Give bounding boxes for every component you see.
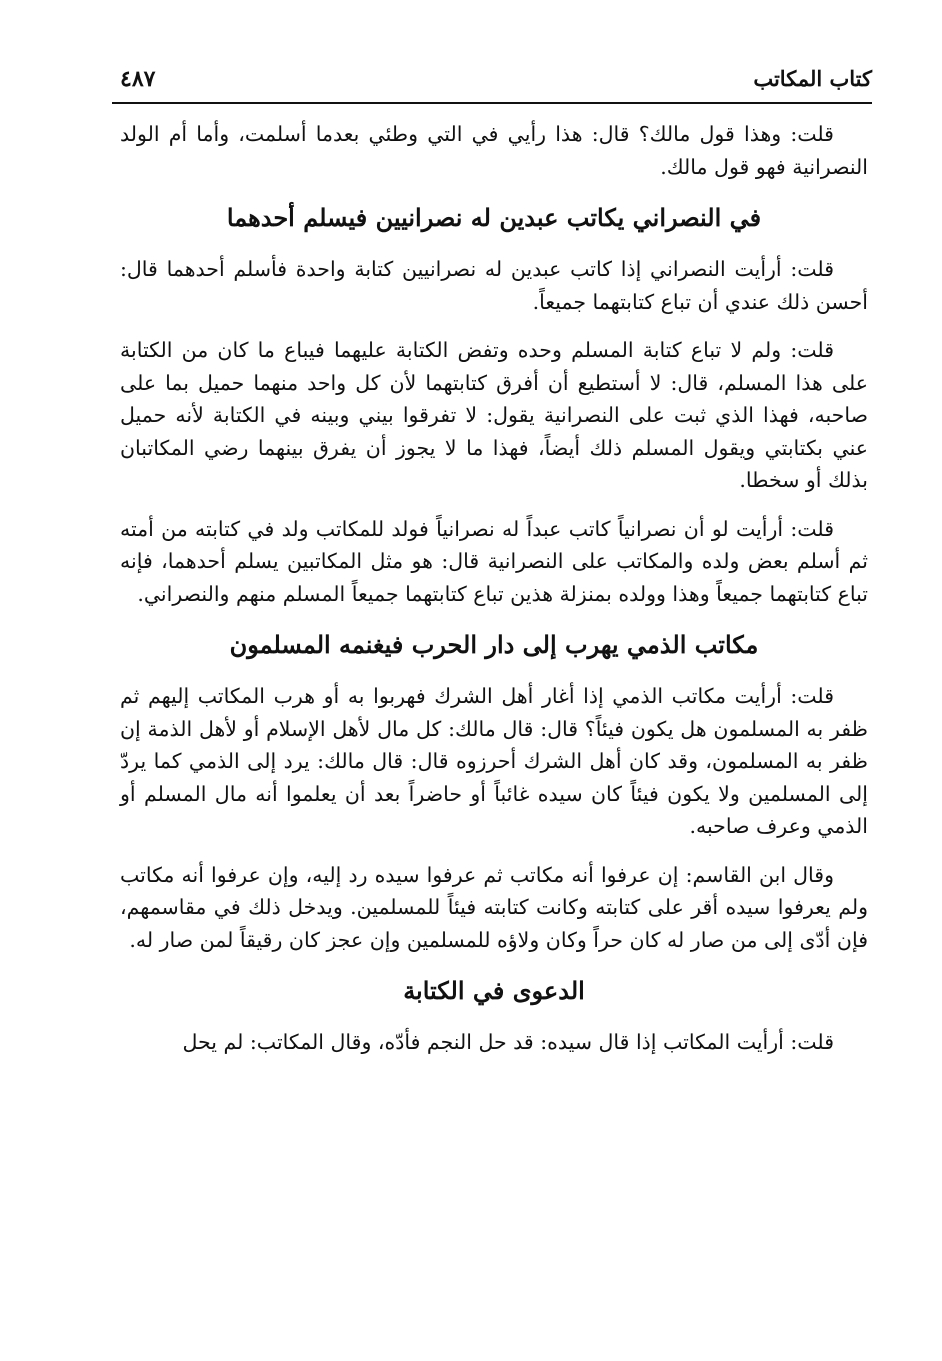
section-heading-2: مكاتب الذمي يهرب إلى دار الحرب فيغنمه المسلمون — [229, 630, 759, 659]
paragraph-5: قلت: أرأيت مكاتب الذمي إذا أغار أهل الشرك فهربوا به أو هرب المكاتب إليهم ثم ظفر به المسلمون هل يكون فيئاً؟ قال: قال مالك: كل مال لأهل الإسلام أو لأهل الذمة إن ظفر به المسلمون، وقد كان أهل الشرك أحرزوه قال: قال مالك: يرد إلى الذمي كما يردّ إلى المسلمين ولا يكون فيئاً كان سيده غائباً أو حاضراً بعد أن يعلموا أنه مال المسلم أو الذمي وعرف صاحبه. — [120, 684, 868, 838]
paragraph-1: قلت: وهذا قول مالك؟ قال: هذا رأيي في التي وطئي بعدما أسلمت، وأما أم الولد النصرانية فهو قول مالك. — [120, 122, 868, 179]
paragraph-2: قلت: أرأيت النصراني إذا كاتب عبدين له نصرانيين كتابة واحدة فأسلم أحدهما قال: أحسن ذلك عندي أن تباع كتابتهما جميعاً. — [120, 257, 868, 314]
page-header — [112, 58, 872, 104]
paragraph-4: قلت: أرأيت لو أن نصرانياً كاتب عبداً له نصرانياً فولد للمكاتب ولد في كتابته من أمته ثم أسلم بعض ولده والمكاتب على النصرانية قال: هو مثل المكاتبين يسلم أحدهما، فإنه تباع كتابتهما جميعاً وهذا وولده بمنزلة هذين تباع كتابتهما جميعاً المسلم منهم والنصراني. — [120, 516, 868, 606]
running-title: كتاب المكاتب — [753, 66, 872, 91]
paragraph-7: قلت: أرأيت المكاتب إذا قال سيده: قد حل النجم فأدّه، وقال المكاتب: لم يحل — [182, 1030, 834, 1054]
section-heading-3: الدعوى في الكتابة — [403, 976, 585, 1005]
paragraph-3: قلت: ولم لا تباع كتابة المسلم وحده وتفض الكتابة عليهما فيباع ما كان من الكتابة على هذا المسلم، قال: لا أستطيع أن أفرق كتابتهما لأن كل واحد منهما حميل بما على صاحبه، فهذا الذي ثبت على النصرانية يقول: لا تفرقوا بيني وبينه في الكتابة لأنه حميل عني بكتابتي ويقول المسلم ذلك أيضاً، فهذا ما لا يجوز أن يفرق بينهما رضي المكاتبان بذلك أو سخطا. — [120, 338, 868, 492]
page-number: ٤٨٧ — [120, 66, 156, 92]
paragraph-6: وقال ابن القاسم: إن عرفوا أنه مكاتب ثم عرفوا سيده رد إليه، وإن عرفوا أنه مكاتب ولم يعرفوا سيده أقر على كتابته وكانت كتابته فيئاً للمسلمين. ويدخل ذلك في مقاسمهم، فإن أدّى إلى من صار له كان حراً وكان ولاؤه للمسلمين وإن عجز كان رقيقاً لمن صار له. — [120, 862, 868, 952]
section-heading-1: في النصراني يكاتب عبدين له نصرانيين فيسلم أحدهما — [226, 203, 762, 232]
page-body — [120, 118, 868, 1075]
